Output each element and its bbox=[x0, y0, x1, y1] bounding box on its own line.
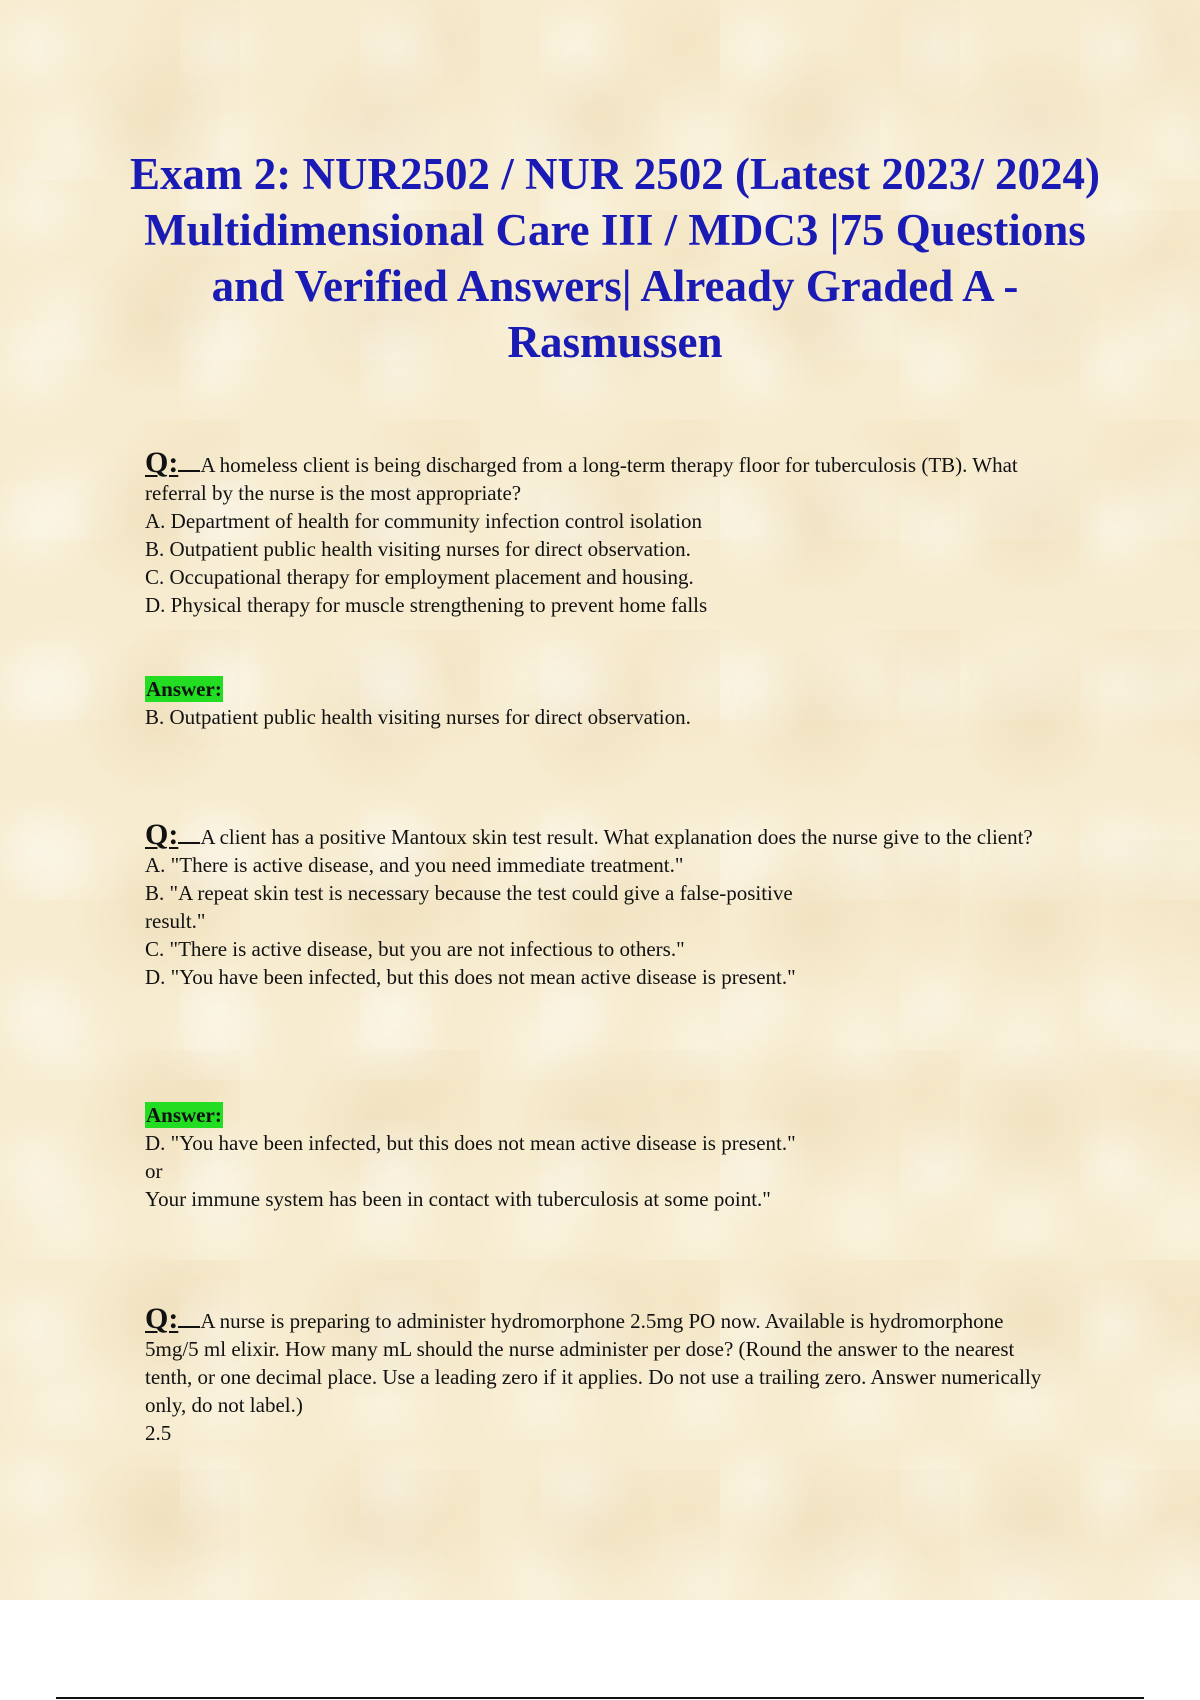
question-stem: A homeless client is being discharged from a long-term therapy floor for tuberculosis (TB). What referral by the nurse is the most appropriate? bbox=[145, 453, 1018, 505]
question-block-2 bbox=[145, 820, 1045, 991]
option-c: C. Occupational therapy for employment placement and housing. bbox=[145, 565, 694, 589]
question-text bbox=[145, 1304, 1045, 1419]
question-stem: A client has a positive Mantoux skin test result. What explanation does the nurse give to the client? bbox=[200, 825, 1033, 849]
question-text bbox=[145, 448, 1045, 507]
answer-label: Answer: bbox=[146, 677, 222, 701]
footer-divider bbox=[56, 1697, 1144, 1699]
question-label: Q: bbox=[145, 1302, 179, 1335]
question-text bbox=[145, 820, 1045, 851]
answer-block-1 bbox=[145, 675, 1045, 731]
answer-text-alt: Your immune system has been in contact with tuberculosis at some point." bbox=[145, 1187, 771, 1211]
answer-text: D. "You have been infected, but this does not mean active disease is present." bbox=[145, 1131, 796, 1155]
document-title: Exam 2: NUR2502 / NUR 2502 (Latest 2023/ 2024) Multidimensional Care III / MDC3 |75 Questions and Verified Answers| Already Graded A -Rasmussen bbox=[130, 149, 1100, 367]
answer-text-or: or bbox=[145, 1159, 163, 1183]
answer-block-2 bbox=[145, 1101, 1045, 1213]
question-label: Q: bbox=[145, 818, 179, 851]
question-block-1 bbox=[145, 448, 1045, 619]
question-stem: A nurse is preparing to administer hydromorphone 2.5mg PO now. Available is hydromorphone 5mg/5 ml elixir. How many mL should the nurse administer per dose? (Round the answer to the nearest tenth, or one decimal place. Use a leading zero if it applies. Do not use a trailing zero. Answer numerically only, do not label.) bbox=[145, 1309, 1042, 1417]
question-label-underline bbox=[178, 1304, 200, 1328]
option-a: A. Department of health for community infection control isolation bbox=[145, 509, 702, 533]
option-a: A. "There is active disease, and you need immediate treatment." bbox=[145, 853, 684, 877]
question-label-underline bbox=[178, 448, 200, 472]
question-block-3 bbox=[145, 1304, 1045, 1447]
option-d: D. "You have been infected, but this does not mean active disease is present." bbox=[145, 965, 796, 989]
answer-text: B. Outpatient public health visiting nurses for direct observation. bbox=[145, 705, 691, 729]
option-b: B. Outpatient public health visiting nurses for direct observation. bbox=[145, 537, 691, 561]
answer-label: Answer: bbox=[146, 1103, 222, 1127]
option-b: B. "A repeat skin test is necessary because the test could give a false-positive result." bbox=[145, 881, 793, 933]
option-c: C. "There is active disease, but you are not infectious to others." bbox=[145, 937, 685, 961]
answer-value: 2.5 bbox=[145, 1421, 172, 1445]
question-label: Q: bbox=[145, 446, 179, 479]
question-label-underline bbox=[178, 820, 200, 844]
option-d: D. Physical therapy for muscle strengthening to prevent home falls bbox=[145, 593, 708, 617]
